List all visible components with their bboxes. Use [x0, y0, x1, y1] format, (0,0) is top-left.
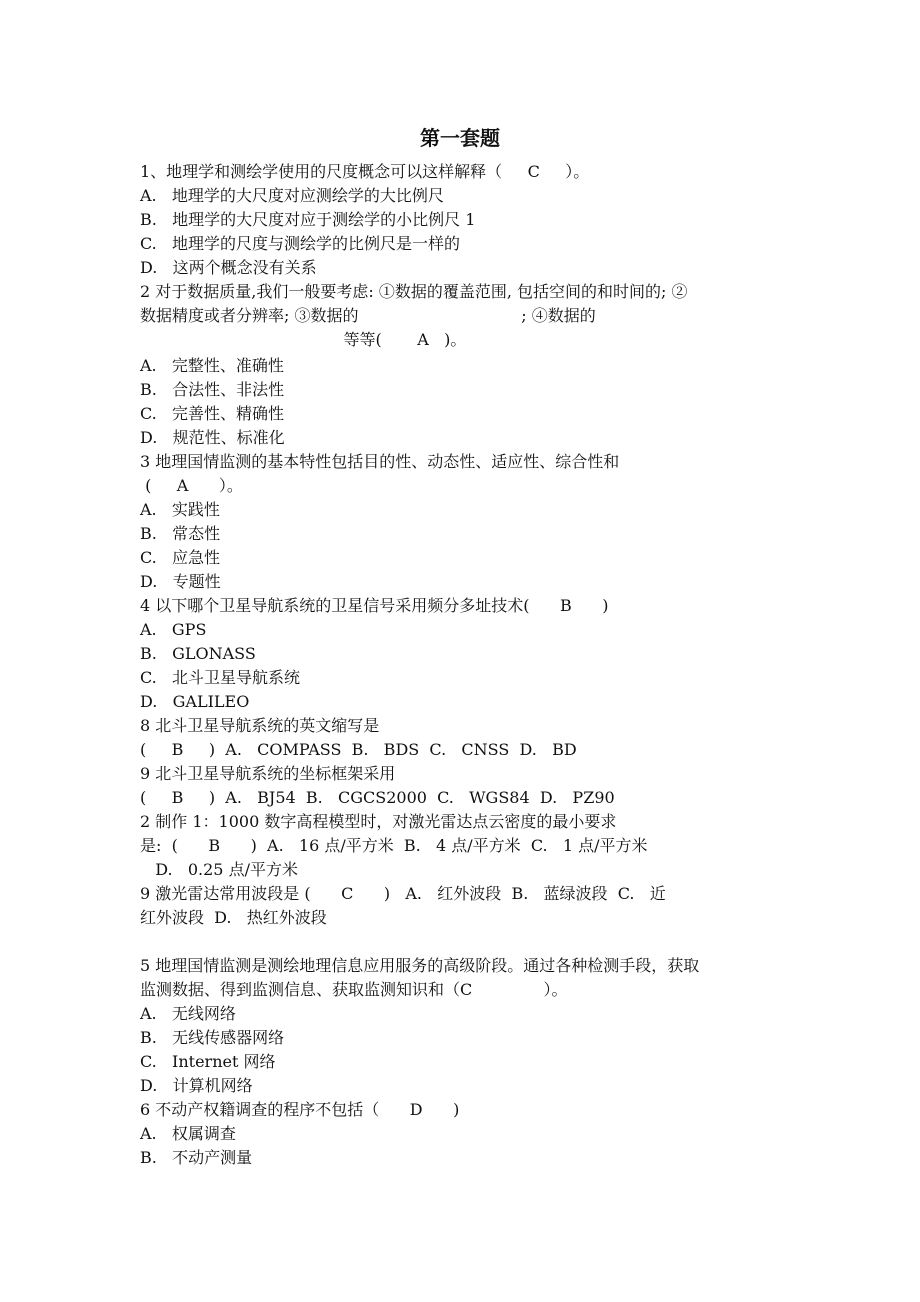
text-line: D. 这两个概念没有关系 [140, 258, 317, 277]
text-line: 9 激光雷达常用波段是 ( C ) A. 红外波段 B. 蓝绿波段 C. 近 [140, 884, 666, 903]
text-line: 是: ( B ) A. 16 点/平方米 B. 4 点/平方米 C. 1 点/平方米 [140, 836, 648, 855]
text-line: 4 以下哪个卫星导航系统的卫星信号采用频分多址技术( B ) [140, 596, 609, 615]
text-line: A. GPS [140, 620, 207, 639]
text-line: D. 规范性、标准化 [140, 428, 285, 447]
text-line: B. 常态性 [140, 524, 221, 543]
text-line: 9 北斗卫星导航系统的坐标框架采用 [140, 764, 396, 783]
text-line: 3 地理国情监测的基本特性包括目的性、动态性、适应性、综合性和 [140, 452, 620, 471]
text-line: C. 完善性、精确性 [140, 404, 285, 423]
text-line: 6 不动产权籍调查的程序不包括（ D ) [140, 1100, 460, 1119]
text-line: 数据精度或者分辨率; ③数据的 ; ④数据的 [140, 306, 596, 325]
text-line: ( B ) A. COMPASS B. BDS C. CNSS D. BD [140, 740, 577, 759]
text-line: B. 合法性、非法性 [140, 380, 285, 399]
text-line: C. 北斗卫星导航系统 [140, 668, 301, 687]
text-line: B. 无线传感器网络 [140, 1028, 285, 1047]
text-line: B. 地理学的大尺度对应于测绘学的小比例尺 1 [140, 210, 476, 229]
text-line: 2 对于数据质量,我们一般要考虑: ①数据的覆盖范围, 包括空间的和时间的; ② [140, 282, 688, 301]
page-title: 第一套题 [420, 126, 500, 150]
text-line: A. 地理学的大尺度对应测绘学的大比例尺 [140, 186, 444, 205]
text-line: A. 完整性、准确性 [140, 356, 284, 375]
text-line: D. GALILEO [140, 692, 250, 711]
text-line: ( A ）。 [140, 476, 243, 495]
text-line: A. 权属调查 [140, 1124, 236, 1143]
text-line: D. 0.25 点/平方米 [140, 860, 298, 879]
text-line: 等等( A )。 [140, 330, 467, 349]
text-line: D. 专题性 [140, 572, 221, 591]
text-line: C. Internet 网络 [140, 1052, 276, 1071]
text-line: 2 制作 1：1000 数字高程模型时，对激光雷达点云密度的最小要求 [140, 812, 617, 831]
text-line: 1、地理学和测绘学使用的尺度概念可以这样解释（ C ）。 [140, 162, 590, 181]
text-line: 5 地理国情监测是测绘地理信息应用服务的高级阶段。通过各种检测手段，获取 [140, 956, 700, 975]
text-line: B. 不动产测量 [140, 1148, 253, 1167]
text-line: 8 北斗卫星导航系统的英文缩写是 [140, 716, 380, 735]
text-line: D. 计算机网络 [140, 1076, 253, 1095]
text-line: C. 地理学的尺度与测绘学的比例尺是一样的 [140, 234, 461, 253]
text-line: 红外波段 D. 热红外波段 [140, 908, 327, 927]
text-line: ( B ) A. BJ54 B. CGCS2000 C. WGS84 D. PZ90 [140, 788, 615, 807]
text-line: A. 实践性 [140, 500, 220, 519]
text-line: A. 无线网络 [140, 1004, 236, 1023]
text-line: B. GLONASS [140, 644, 256, 663]
text-line: 监测数据、得到监测信息、获取监测知识和（C ）。 [140, 980, 568, 999]
text-line: C. 应急性 [140, 548, 221, 567]
